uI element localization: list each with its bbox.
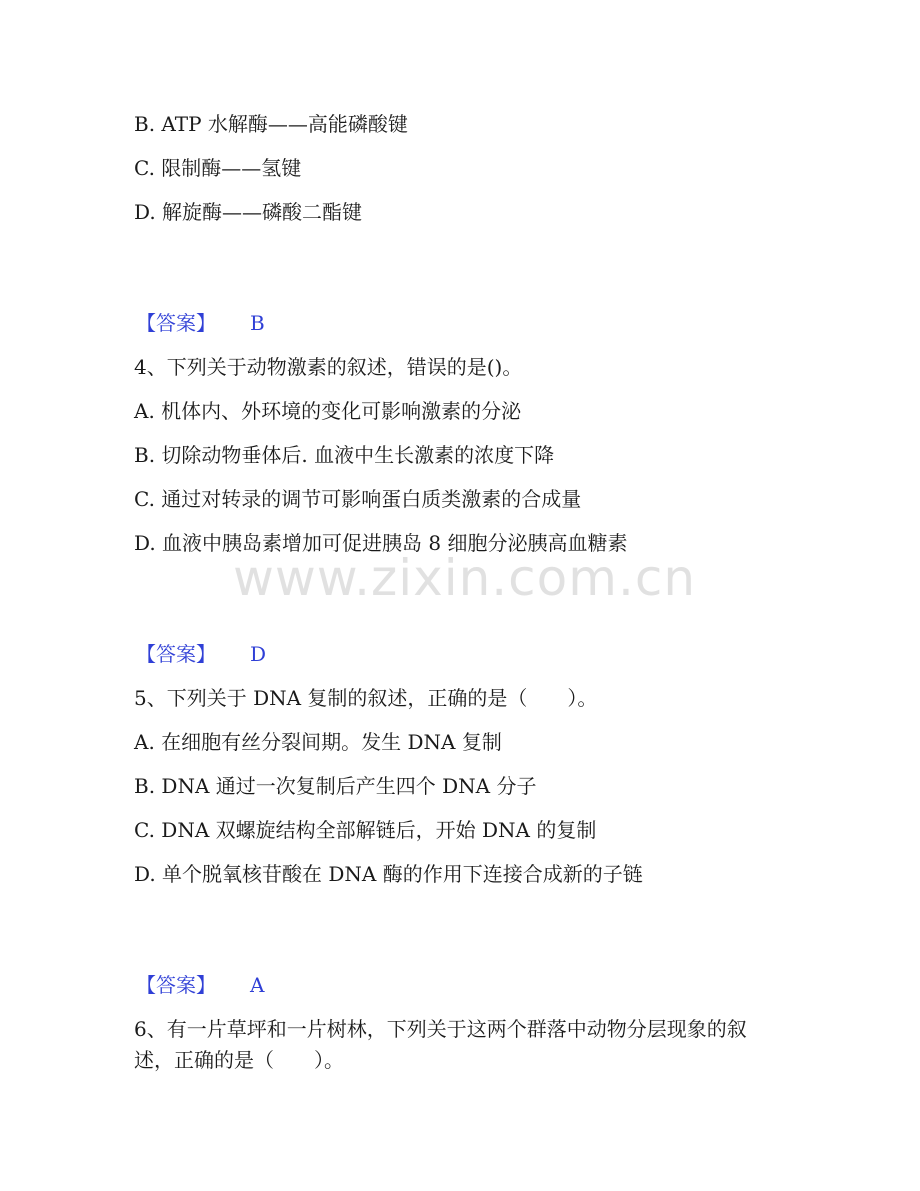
q5-option-a: A. 在细胞有丝分裂间期。发生 DNA 复制 <box>134 730 502 754</box>
q3-answer <box>136 310 265 336</box>
q3-option-d: D. 解旋酶——磷酸二酯键 <box>134 200 363 224</box>
q5-answer <box>136 972 265 998</box>
q6-question-line2: 述，正确的是（ ）。 <box>134 1048 344 1072</box>
answer-value: B <box>250 311 265 335</box>
answer-value: D <box>250 642 267 666</box>
q5-question: 5、下列关于 DNA 复制的叙述，正确的是（ ）。 <box>134 686 598 710</box>
answer-label: 【答案】 <box>136 311 216 335</box>
q4-option-d: D. 血液中胰岛素增加可促进胰岛 8 细胞分泌胰高血糖素 <box>134 531 628 555</box>
q6-question-line1: 6、有一片草坪和一片树林，下列关于这两个群落中动物分层现象的叙 <box>134 1017 747 1041</box>
q5-option-b: B. DNA 通过一次复制后产生四个 DNA 分子 <box>134 774 537 798</box>
q4-option-a: A. 机体内、外环境的变化可影响激素的分泌 <box>134 399 522 423</box>
q4-option-b: B. 切除动物垂体后. 血液中生长激素的浓度下降 <box>134 443 555 467</box>
answer-label: 【答案】 <box>136 973 216 997</box>
q4-question: 4、下列关于动物激素的叙述，错误的是()。 <box>134 355 523 379</box>
q3-option-c: C. 限制酶——氢键 <box>134 156 302 180</box>
q4-answer <box>136 641 267 667</box>
q5-option-c: C. DNA 双螺旋结构全部解链后，开始 DNA 的复制 <box>134 818 597 842</box>
q4-option-c: C. 通过对转录的调节可影响蛋白质类激素的合成量 <box>134 487 582 511</box>
q3-option-b: B. ATP 水解酶——高能磷酸键 <box>134 112 408 136</box>
answer-label: 【答案】 <box>136 642 216 666</box>
answer-value: A <box>250 973 265 997</box>
q5-option-d: D. 单个脱氧核苷酸在 DNA 酶的作用下连接合成新的子链 <box>134 862 643 886</box>
watermark: www.zixin.com.cn <box>233 549 697 607</box>
